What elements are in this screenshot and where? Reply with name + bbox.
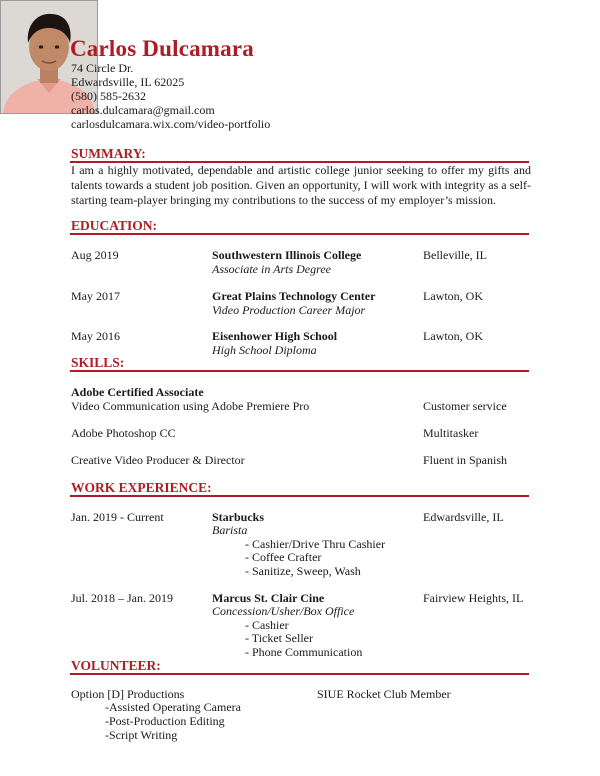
volunteer-item: -Post-Production Editing [105, 714, 225, 728]
education-date: May 2017 [71, 289, 120, 303]
education-location: Belleville, IL [423, 248, 487, 262]
job-duty: - Coffee Crafter [245, 550, 322, 564]
job-duty: - Cashier/Drive Thru Cashier [245, 537, 386, 551]
skill-item: Video Communication using Adobe Premiere Pro [71, 399, 310, 413]
work-heading: WORK EXPERIENCE: [71, 480, 212, 495]
job-location: Edwardsville, IL [423, 510, 504, 524]
volunteer-item: -Script Writing [105, 728, 178, 742]
volunteer-organization: Option [D] Productions [71, 687, 185, 701]
education-date: May 2016 [71, 329, 120, 343]
education-divider [70, 233, 529, 235]
skill-item: Creative Video Producer & Director [71, 453, 245, 467]
skill-item: Multitasker [423, 426, 479, 440]
portfolio-website: carlosdulcamara.wix.com/video-portfolio [71, 117, 271, 131]
volunteer-club: SIUE Rocket Club Member [317, 687, 451, 701]
skill-item: Adobe Photoshop CC [71, 426, 176, 440]
education-heading: EDUCATION: [71, 218, 158, 233]
job-date: Jul. 2018 – Jan. 2019 [71, 591, 173, 605]
job-employer: Starbucks [212, 510, 265, 524]
job-role: Concession/Usher/Box Office [212, 604, 355, 618]
job-employer: Marcus St. Clair Cine [212, 591, 325, 605]
education-location: Lawton, OK [423, 289, 483, 303]
job-duty: - Phone Communication [245, 645, 363, 659]
skills-divider [70, 370, 529, 372]
job-duty: - Cashier [245, 618, 289, 632]
education-school: Eisenhower High School [212, 329, 338, 343]
volunteer-divider [70, 673, 529, 675]
job-duty: - Ticket Seller [245, 631, 313, 645]
skills-certification: Adobe Certified Associate [71, 385, 204, 399]
job-location: Fairview Heights, IL [423, 591, 524, 605]
education-school: Great Plains Technology Center [212, 289, 376, 303]
education-degree: Video Production Career Major [212, 303, 366, 317]
work-divider [70, 495, 529, 497]
skills-heading: SKILLS: [71, 355, 125, 370]
education-school: Southwestern Illinois College [212, 248, 362, 262]
education-degree: Associate in Arts Degree [212, 262, 331, 276]
email-address: carlos.dulcamara@gmail.com [71, 103, 215, 117]
phone-number: (580) 585-2632 [71, 89, 146, 103]
volunteer-heading: VOLUNTEER: [71, 658, 161, 673]
address-line-2: Edwardsville, IL 62025 [71, 75, 185, 89]
volunteer-item: -Assisted Operating Camera [105, 700, 241, 714]
address-line-1: 74 Circle Dr. [71, 61, 134, 75]
education-location: Lawton, OK [423, 329, 483, 343]
education-degree: High School Diploma [212, 343, 317, 357]
job-date: Jan. 2019 - Current [71, 510, 164, 524]
skill-item: Fluent in Spanish [423, 453, 508, 467]
job-role: Barista [212, 523, 248, 537]
candidate-name: Carlos Dulcamara [70, 36, 254, 61]
job-duty: - Sanitize, Sweep, Wash [245, 564, 361, 578]
summary-text: I am a highly motivated, dependable and artistic college junior seeking to offer my gifts and talents towards a student job position. Given an opportunity, I will work with integrity as a self-starting team-player bringing my contributions to the success of my employer’s mission. [71, 163, 531, 207]
education-date: Aug 2019 [71, 248, 119, 262]
skill-item: Customer service [423, 399, 507, 413]
summary-heading: SUMMARY: [71, 146, 146, 161]
